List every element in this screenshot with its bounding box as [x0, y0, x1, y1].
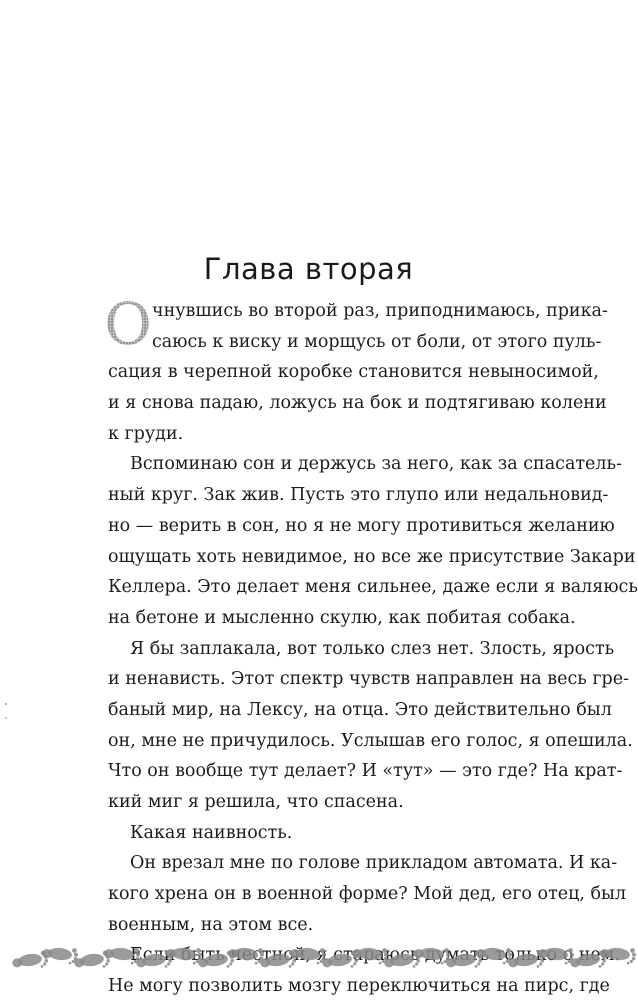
text-line: военным, на этом все. [108, 914, 314, 935]
text-line: он, мне не причудилось. Услышав его голос, я опешила. [108, 730, 633, 751]
text-line: на бетоне и мысленно скулю, как побитая собака. [108, 607, 576, 628]
chapter-title: Глава вторая [203, 252, 414, 286]
text-line: Келлера. Это делает меня сильнее, даже если я валяюсь [108, 577, 638, 598]
text-line: к груди. [108, 423, 184, 444]
text-line: Какая наивность. [130, 822, 293, 843]
text-line: баный мир, на Лексу, на отца. Это действительно был [108, 699, 612, 720]
text-line: Он врезал мне по голове прикладом автомата. И ка- [130, 853, 618, 874]
text-line: быть честной, я думать нем. [180, 945, 620, 966]
text-line: Я бы заплакала, вот только слез нет. Злость, ярость [130, 638, 615, 659]
text-line: но — верить в сон, но я не могу противиться желанию [108, 515, 615, 536]
margin-mark [4, 700, 8, 730]
text-line: кого хрена он в военной форме? Мой дед, его отец, был [108, 884, 627, 905]
text-line: ощущать хоть невидимое, но все же присутствие Закари [108, 546, 636, 567]
drop-cap-glyph: О [104, 290, 152, 358]
text-line: ный круг. Зак жив. Пусть это глупо или недальновид- [108, 485, 609, 506]
text-line: Вспоминаю сон и держусь за него, как за спасатель- [130, 454, 622, 475]
text-line: Что он вообще тут делает? И «тут» — это где? На крат- [108, 761, 623, 782]
text-line: сация в черепной коробке становится невыносимой, [108, 362, 599, 383]
footprints-icon [0, 932, 620, 982]
text-line: и я снова падаю, ложусь на бок и подтягиваю колени [108, 393, 607, 414]
text-line: кий миг я решила, что спасена. [108, 792, 404, 812]
text-line: чнувшись во второй раз, приподнимаюсь, прика- [152, 301, 608, 321]
text-line: и ненависть. Этот спектр чувств направлен на весь гре- [108, 669, 630, 690]
text-line: саюсь к виску и морщусь от боли, от этого пуль- [152, 331, 602, 352]
body-text [108, 296, 638, 1002]
text-line: Не могу позволить мозгу переключиться на пирс, где [108, 976, 610, 997]
